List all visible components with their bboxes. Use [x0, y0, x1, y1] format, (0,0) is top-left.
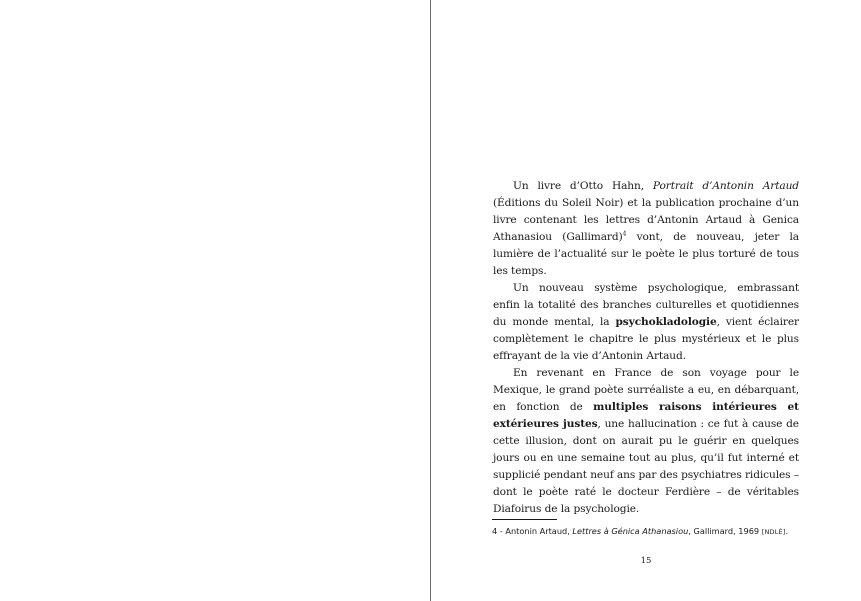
paragraph-1-text-c: (Éditions du Soleil Noir) et la publication prochaine d’un livre contenant les lettres d’Antonin Artaud à Genica Athanasiou (Gallimard)	[493, 197, 799, 243]
paragraph-3	[493, 365, 799, 518]
paragraph-2	[493, 280, 799, 365]
footnote-editor-note: [NDLÉ]	[761, 528, 786, 536]
footnote-separator	[492, 519, 557, 520]
paragraph-1-text-d: vont, de nouveau, jeter la lumière de l’actualité sur le poète le plus torturé de tous les temps.	[493, 231, 800, 277]
left-page	[0, 0, 430, 601]
paragraph-2-text-c: , vient éclairer complètement le chapitre le plus mystérieux et le plus effrayant de la vie d’Antonin Artaud.	[493, 316, 799, 362]
footnote-text-e: .	[785, 526, 789, 536]
paragraph-1	[493, 178, 799, 280]
reasons-bold: multiples raisons intérieures et extérieures justes	[493, 401, 799, 430]
book-title-italic: Portrait d’Antonin Artaud	[652, 180, 799, 192]
paragraph-3-text-c: , une hallucination : ce fut à cause de cette illusion, dont on aurait pu le guérir en quelques jours ou en une semaine tout au plus, qu’il fut interné et supplicié pendant neuf ans par des psychiatres ridicules – dont le poète raté le docteur Ferdière – de véritables Diafoirus de la psychologie.	[493, 418, 799, 515]
footnote-text-a: 4 - Antonin Artaud,	[492, 526, 573, 536]
paragraph-2-text-a: Un nouveau système psychologique, embrassant enfin la totalité des branches culturelles et quotidiennes du monde mental, la	[493, 282, 799, 328]
page-number: 15	[640, 556, 652, 566]
psychokladologie-bold: psychokladologie	[615, 316, 717, 328]
paragraph-1-text-a: Un livre d’Otto Hahn,	[513, 180, 653, 192]
footnote	[492, 525, 812, 538]
footnote-title-italic: Lettres à Génica Athanasiou	[572, 526, 689, 536]
body-text	[493, 178, 799, 518]
footnote-reference: 4	[622, 230, 627, 238]
paragraph-3-text-a: En revenant en France de son voyage pour le Mexique, le grand poète surréaliste a eu, en débarquant, en fonction de	[493, 367, 799, 413]
footnote-text-c: , Gallimard, 1969	[688, 526, 762, 536]
